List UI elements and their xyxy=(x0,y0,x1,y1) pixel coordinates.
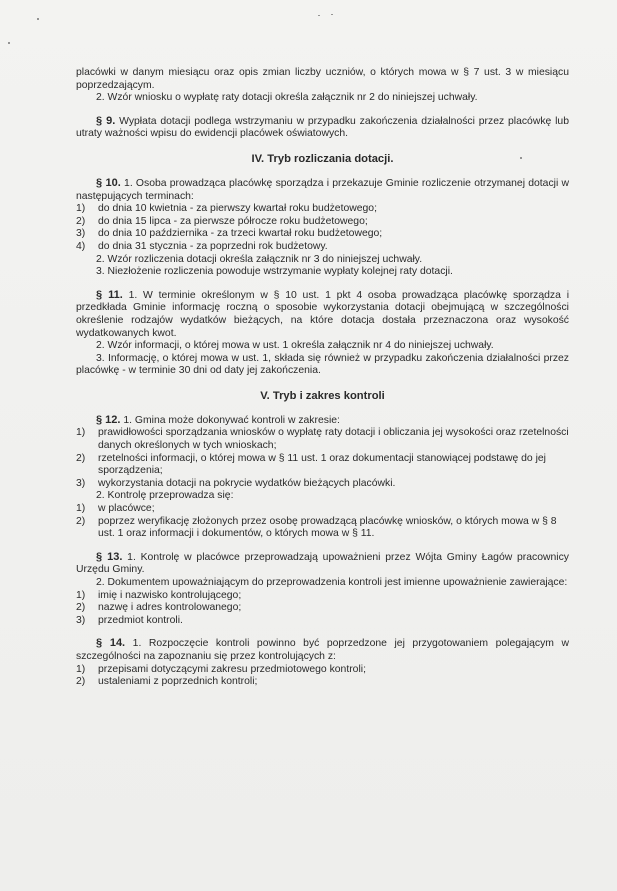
section-label: § 12. xyxy=(96,413,121,426)
list-item: 1) imię i nazwisko kontrolującego; xyxy=(76,589,242,601)
section-10-p3: 3. Niezłożenie rozliczenia powoduje wstrzymanie wypłaty kolejnej raty dotacji. xyxy=(96,266,453,278)
section-13 xyxy=(76,551,569,577)
section-11-p2: 2. Wzór informacji, o której mowa w ust. 1 określa załącznik nr 4 do niniejszej uchwały. xyxy=(96,340,494,352)
section-text: 1. Kontrolę w placówce przeprowadzają upoważnieni przez Wójta Gminy Łagów pracownicy Urzędu Gminy. xyxy=(76,551,569,576)
list-item: 2) rzetelności informacji, o której mowa w § 11 ust. 1 oraz dokumentacji stanowiącej podstawę do jej sporządzenia; xyxy=(76,452,546,477)
section-13-list xyxy=(76,590,569,628)
section-11-p3: 3. Informację, o której mowa w ust. 1, składa się również w przypadku zakończenia działalności przez placówkę - w terminie 30 dni od daty jej zakończenia. xyxy=(76,352,569,377)
list-item: 3) przedmiot kontroli. xyxy=(76,614,183,626)
list-item: 3) do dnia 10 października - za trzeci kwartał roku budżetowego; xyxy=(76,228,383,240)
section-12-list-2 xyxy=(76,503,569,541)
section-label: § 10. xyxy=(96,176,121,189)
section-text: 1. Rozpoczęcie kontroli powinno być poprzedzone jej przygotowaniem polegającym w szczególności na zapoznaniu się przez kontrolujących z: xyxy=(76,638,569,662)
scan-speck xyxy=(8,42,10,44)
section-13-p2: 2. Dokumentem upoważniającym do przeprowadzenia kontroli jest imienne upoważnienie zawierające: xyxy=(96,577,568,588)
list-item: 1) prawidłowości sporządzania wniosków o wypłatę raty dotacji i obliczania jej wysokości oraz rzetelności danych określonych w tych wnioskach; xyxy=(76,427,569,452)
chapter-heading-iv: IV. Tryb rozliczania dotacji. xyxy=(251,152,394,165)
list-item: 1) przepisami dotyczącymi zakresu przedmiotowego kontroli; xyxy=(76,663,366,675)
section-14 xyxy=(76,637,569,663)
list-item: 3) wykorzystania dotacji na pokrycie wydatków bieżących placówki. xyxy=(76,477,396,489)
list-item: 1) do dnia 10 kwietnia - za pierwszy kwartał roku budżetowego; xyxy=(76,203,377,215)
chapter-heading-v: V. Tryb i zakres kontroli xyxy=(260,389,385,402)
list-item: 2) poprzez weryfikację złożonych przez osobę prowadzącą placówkę wniosków, o których mowa w § 8 ust. 1 oraz informacji i dokumentów, o których mowa w § 11. xyxy=(76,515,557,540)
section-10 xyxy=(76,177,569,203)
section-12 xyxy=(76,414,569,428)
scan-speck xyxy=(331,14,333,15)
section-text: 1. Gmina może dokonywać kontroli w zakresie: xyxy=(120,414,340,426)
scan-speck xyxy=(37,18,39,20)
section-10-list xyxy=(76,203,569,253)
section-12-p2: 2. Kontrolę przeprowadza się: xyxy=(96,490,234,502)
document-body xyxy=(76,67,569,689)
section-text: 1. W terminie określonym w § 10 ust. 1 pkt 4 osoba prowadząca placówkę sporządza i przedkłada Gminie informację roczną o sposobie wykorzystania dotacji obejmującą w szczególności określenie rodzajów wydatków bieżących, na które dotacja dostała przeznaczona oraz wysokość wydatkowanych kwot. xyxy=(76,289,570,339)
section-text: 1. Osoba prowadząca placówkę sporządza i przekazuje Gminie rozliczenie otrzymanej dotacji w następujących terminach: xyxy=(76,177,569,202)
section-12-list xyxy=(76,427,569,490)
scan-speck xyxy=(318,15,320,16)
section-11 xyxy=(76,289,569,340)
paragraph-continuation: placówki w danym miesiącu oraz opis zmian liczby uczniów, o których mowa w § 7 ust. 3 w miesiącu poprzedzającym. xyxy=(76,67,569,91)
section-14-list xyxy=(76,664,569,689)
section-label: § 11. xyxy=(96,288,123,301)
section-10-p2: 2. Wzór rozliczenia dotacji określa załącznik nr 3 do niniejszej uchwały. xyxy=(96,253,423,265)
section-label: § 14. xyxy=(96,637,126,650)
section-9 xyxy=(76,115,569,141)
paragraph-wzor-wniosku: 2. Wzór wniosku o wypłatę raty dotacji określa załącznik nr 2 do niniejszej uchwały. xyxy=(96,92,478,104)
list-item: 2) ustaleniami z poprzednich kontroli; xyxy=(76,676,258,688)
section-text: Wypłata dotacji podlega wstrzymaniu w przypadku zakończenia działalności przez placówkę lub utraty ważności wpisu do ewidencji placówek oświatowych. xyxy=(76,115,569,140)
list-item: 1) w placówce; xyxy=(76,503,155,515)
list-item: 4) do dnia 31 stycznia - za poprzedni rok budżetowy. xyxy=(76,240,328,252)
list-item: 2) do dnia 15 lipca - za pierwsze półrocze roku budżetowego; xyxy=(76,215,368,227)
section-label: § 9. xyxy=(96,114,116,127)
list-item: 2) nazwę i adres kontrolowanego; xyxy=(76,602,242,614)
section-label: § 13. xyxy=(96,550,123,563)
